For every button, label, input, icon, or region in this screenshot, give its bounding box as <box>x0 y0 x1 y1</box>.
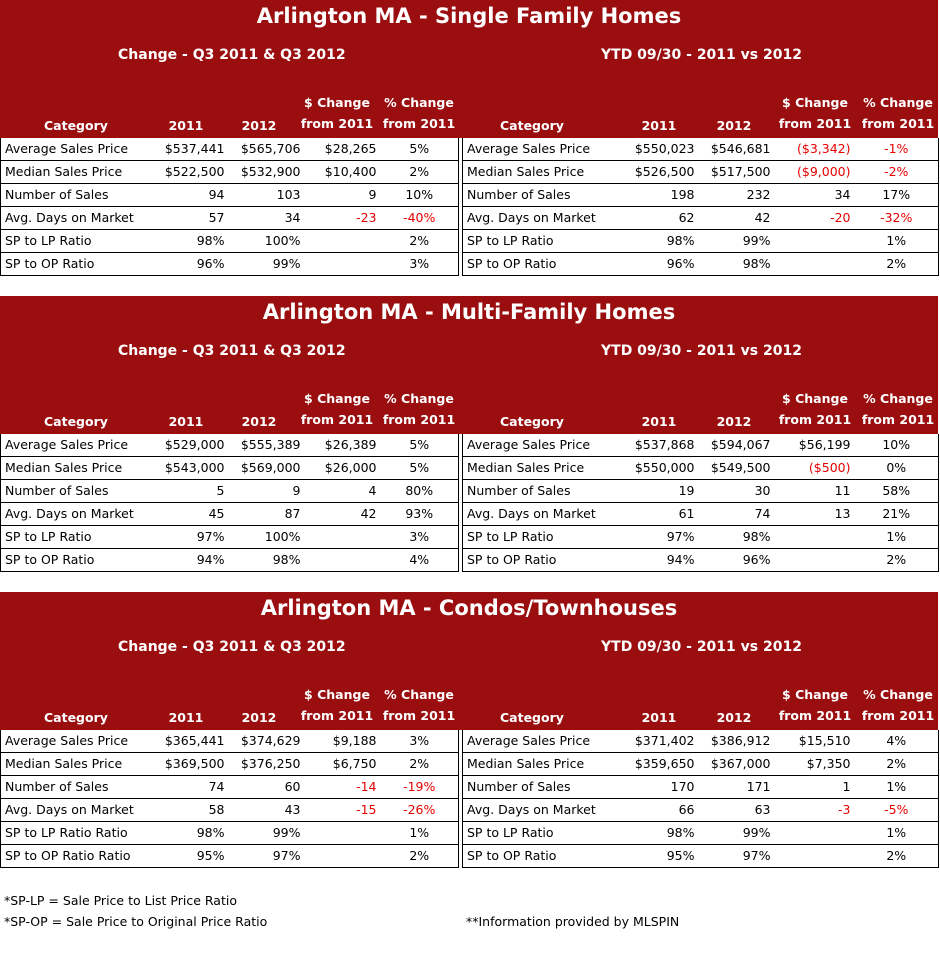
pct-change-cell: 1% <box>855 230 939 253</box>
category-cell: Avg. Days on Market <box>1 207 153 230</box>
dollar-change-cell: 9 <box>305 184 381 207</box>
right-header-2012: 2012 <box>716 414 752 429</box>
value-2012-cell: 100% <box>229 526 305 549</box>
right-header-2012: 2012 <box>716 710 752 725</box>
table-row <box>463 549 939 572</box>
left-header-2011: 2011 <box>168 710 204 725</box>
right-header-dollar-change: $ Change <box>782 391 848 406</box>
left-header-2011: 2011 <box>168 414 204 429</box>
category-cell: Avg. Days on Market <box>463 503 623 526</box>
category-cell: Average Sales Price <box>463 434 623 457</box>
dollar-change-cell: $9,188 <box>305 730 381 753</box>
pct-change-cell: 1% <box>855 526 939 549</box>
value-2012-cell: 99% <box>699 230 775 253</box>
category-cell: Number of Sales <box>1 480 153 503</box>
value-2012-cell: 99% <box>699 822 775 845</box>
category-cell: Median Sales Price <box>1 753 153 776</box>
value-2011-cell: 97% <box>153 526 229 549</box>
left-header-dollar-change: $ Change <box>304 391 370 406</box>
table-row <box>463 503 939 526</box>
value-2012-cell: 98% <box>229 549 305 572</box>
value-2011-cell: 98% <box>153 230 229 253</box>
category-cell: Median Sales Price <box>1 457 153 480</box>
category-cell: SP to OP Ratio <box>1 253 153 276</box>
table-row <box>1 184 459 207</box>
category-cell: Median Sales Price <box>463 753 623 776</box>
table-row <box>1 230 459 253</box>
value-2012-cell: $565,706 <box>229 138 305 161</box>
value-2012-cell: 99% <box>229 253 305 276</box>
dollar-change-cell <box>305 230 381 253</box>
table-row <box>1 457 459 480</box>
table-row <box>463 230 939 253</box>
table-row <box>1 730 459 753</box>
table-row <box>463 184 939 207</box>
pct-change-cell: 2% <box>381 753 459 776</box>
value-2011-cell: $529,000 <box>153 434 229 457</box>
category-cell: SP to OP Ratio <box>463 549 623 572</box>
pct-change-cell: -26% <box>381 799 459 822</box>
value-2012-cell: $517,500 <box>699 161 775 184</box>
category-cell: SP to LP Ratio <box>463 230 623 253</box>
section-title: Arlington MA - Condos/Townhouses <box>260 596 678 620</box>
right-header-dollar-from: from 2011 <box>778 116 852 131</box>
right-header-pct-from: from 2011 <box>861 412 935 427</box>
table-row <box>463 161 939 184</box>
dollar-change-cell <box>775 549 855 572</box>
left-header-pct-from: from 2011 <box>382 708 456 723</box>
dollar-change-cell <box>305 253 381 276</box>
value-2012-cell: $555,389 <box>229 434 305 457</box>
value-2011-cell: 58 <box>153 799 229 822</box>
category-cell: SP to LP Ratio Ratio <box>1 822 153 845</box>
left-header-2012: 2012 <box>241 414 277 429</box>
value-2012-cell: $569,000 <box>229 457 305 480</box>
right-subtitle: YTD 09/30 - 2011 vs 2012 <box>601 47 802 63</box>
table-row <box>463 845 939 868</box>
right-header-2011: 2011 <box>641 118 677 133</box>
value-2012-cell: $376,250 <box>229 753 305 776</box>
left-data-table <box>0 138 459 276</box>
right-header-dollar-from: from 2011 <box>778 708 852 723</box>
category-cell: Average Sales Price <box>1 730 153 753</box>
value-2012-cell: $386,912 <box>699 730 775 753</box>
category-cell: Avg. Days on Market <box>463 207 623 230</box>
value-2012-cell: 30 <box>699 480 775 503</box>
category-cell: Number of Sales <box>1 776 153 799</box>
pct-change-cell: 1% <box>381 822 459 845</box>
value-2011-cell: $550,023 <box>623 138 699 161</box>
dollar-change-cell: -14 <box>305 776 381 799</box>
section-banner <box>0 0 938 138</box>
left-subtitle: Change - Q3 2011 & Q3 2012 <box>118 639 346 655</box>
category-cell: Average Sales Price <box>463 730 623 753</box>
category-cell: Median Sales Price <box>1 161 153 184</box>
value-2012-cell: $546,681 <box>699 138 775 161</box>
dollar-change-cell: 42 <box>305 503 381 526</box>
category-cell: Average Sales Price <box>463 138 623 161</box>
value-2011-cell: 170 <box>623 776 699 799</box>
dollar-change-cell <box>305 526 381 549</box>
category-cell: Avg. Days on Market <box>1 503 153 526</box>
section-title: Arlington MA - Multi-Family Homes <box>262 300 676 324</box>
right-data-table <box>462 730 939 868</box>
value-2011-cell: 74 <box>153 776 229 799</box>
table-row <box>1 822 459 845</box>
table-row <box>463 253 939 276</box>
right-header-pct-change: % Change <box>863 687 933 702</box>
pct-change-cell: 2% <box>381 161 459 184</box>
category-cell: SP to OP Ratio <box>463 253 623 276</box>
value-2011-cell: 45 <box>153 503 229 526</box>
value-2012-cell: 42 <box>699 207 775 230</box>
value-2012-cell: 97% <box>699 845 775 868</box>
table-row <box>1 207 459 230</box>
dollar-change-cell: ($500) <box>775 457 855 480</box>
category-cell: SP to OP Ratio <box>463 845 623 868</box>
category-cell: SP to LP Ratio <box>1 230 153 253</box>
value-2011-cell: 66 <box>623 799 699 822</box>
dollar-change-cell <box>775 230 855 253</box>
dollar-change-cell <box>305 822 381 845</box>
table-row <box>463 480 939 503</box>
pct-change-cell: 58% <box>855 480 939 503</box>
pct-change-cell: 2% <box>855 549 939 572</box>
value-2012-cell: 74 <box>699 503 775 526</box>
value-2012-cell: 60 <box>229 776 305 799</box>
dollar-change-cell: -3 <box>775 799 855 822</box>
category-cell: SP to LP Ratio <box>463 526 623 549</box>
pct-change-cell: 2% <box>381 845 459 868</box>
value-2011-cell: 98% <box>153 822 229 845</box>
table-row <box>463 730 939 753</box>
value-2011-cell: $369,500 <box>153 753 229 776</box>
pct-change-cell: -40% <box>381 207 459 230</box>
pct-change-cell: -2% <box>855 161 939 184</box>
dollar-change-cell: $28,265 <box>305 138 381 161</box>
category-cell: SP to LP Ratio <box>463 822 623 845</box>
dollar-change-cell: 4 <box>305 480 381 503</box>
pct-change-cell: 3% <box>381 253 459 276</box>
table-row <box>1 480 459 503</box>
section-banner <box>0 592 938 730</box>
pct-change-cell: -1% <box>855 138 939 161</box>
dollar-change-cell <box>775 845 855 868</box>
left-header-dollar-change: $ Change <box>304 95 370 110</box>
section-title: Arlington MA - Single Family Homes <box>256 4 682 28</box>
table-row <box>1 253 459 276</box>
table-row <box>1 776 459 799</box>
right-header-pct-change: % Change <box>863 95 933 110</box>
pct-change-cell: 4% <box>381 549 459 572</box>
value-2012-cell: 97% <box>229 845 305 868</box>
pct-change-cell: 3% <box>381 526 459 549</box>
pct-change-cell: 17% <box>855 184 939 207</box>
dollar-change-cell: $56,199 <box>775 434 855 457</box>
pct-change-cell: 2% <box>855 845 939 868</box>
table-row <box>463 434 939 457</box>
value-2012-cell: 98% <box>699 526 775 549</box>
value-2011-cell: 198 <box>623 184 699 207</box>
value-2011-cell: 96% <box>623 253 699 276</box>
left-header-pct-change: % Change <box>384 687 454 702</box>
dollar-change-cell: 34 <box>775 184 855 207</box>
footnote-source: **Information provided by MLSPIN <box>466 914 680 929</box>
value-2011-cell: 97% <box>623 526 699 549</box>
value-2012-cell: 9 <box>229 480 305 503</box>
table-row <box>463 822 939 845</box>
dollar-change-cell: 13 <box>775 503 855 526</box>
table-row <box>1 503 459 526</box>
table-row <box>463 799 939 822</box>
left-header-pct-change: % Change <box>384 95 454 110</box>
value-2011-cell: $359,650 <box>623 753 699 776</box>
right-data-table <box>462 138 939 276</box>
pct-change-cell: 80% <box>381 480 459 503</box>
right-subtitle: YTD 09/30 - 2011 vs 2012 <box>601 639 802 655</box>
category-cell: Median Sales Price <box>463 161 623 184</box>
table-row <box>1 549 459 572</box>
dollar-change-cell <box>775 526 855 549</box>
value-2012-cell: 99% <box>229 822 305 845</box>
value-2012-cell: 171 <box>699 776 775 799</box>
left-header-2011: 2011 <box>168 118 204 133</box>
value-2012-cell: $594,067 <box>699 434 775 457</box>
dollar-change-cell: $6,750 <box>305 753 381 776</box>
value-2011-cell: 57 <box>153 207 229 230</box>
value-2012-cell: 96% <box>699 549 775 572</box>
pct-change-cell: 10% <box>855 434 939 457</box>
category-cell: Median Sales Price <box>463 457 623 480</box>
left-header-dollar-from: from 2011 <box>300 116 374 131</box>
section-2 <box>0 592 938 863</box>
value-2011-cell: $522,500 <box>153 161 229 184</box>
dollar-change-cell: $10,400 <box>305 161 381 184</box>
left-header-pct-from: from 2011 <box>382 412 456 427</box>
pct-change-cell: 2% <box>855 753 939 776</box>
dollar-change-cell <box>305 845 381 868</box>
dollar-change-cell: 1 <box>775 776 855 799</box>
value-2011-cell: 94% <box>623 549 699 572</box>
right-header-2012: 2012 <box>716 118 752 133</box>
dollar-change-cell: $15,510 <box>775 730 855 753</box>
pct-change-cell: 2% <box>381 230 459 253</box>
value-2011-cell: $550,000 <box>623 457 699 480</box>
left-data-table <box>0 730 459 868</box>
pct-change-cell: 93% <box>381 503 459 526</box>
right-header-dollar-from: from 2011 <box>778 412 852 427</box>
value-2011-cell: $537,441 <box>153 138 229 161</box>
pct-change-cell: 1% <box>855 776 939 799</box>
table-row <box>1 753 459 776</box>
value-2012-cell: 98% <box>699 253 775 276</box>
category-cell: Average Sales Price <box>1 434 153 457</box>
value-2011-cell: 94% <box>153 549 229 572</box>
value-2011-cell: 98% <box>623 822 699 845</box>
value-2011-cell: 98% <box>623 230 699 253</box>
table-row <box>463 526 939 549</box>
left-header-pct-change: % Change <box>384 391 454 406</box>
value-2012-cell: 100% <box>229 230 305 253</box>
right-header-pct-from: from 2011 <box>861 116 935 131</box>
section-banner <box>0 296 938 434</box>
value-2011-cell: 95% <box>153 845 229 868</box>
left-header-dollar-from: from 2011 <box>300 708 374 723</box>
dollar-change-cell <box>775 253 855 276</box>
pct-change-cell: -5% <box>855 799 939 822</box>
right-header-category: Category <box>500 118 564 133</box>
left-header-category: Category <box>44 710 108 725</box>
dollar-change-cell: ($9,000) <box>775 161 855 184</box>
right-subtitle: YTD 09/30 - 2011 vs 2012 <box>601 343 802 359</box>
value-2011-cell: 61 <box>623 503 699 526</box>
category-cell: SP to OP Ratio Ratio <box>1 845 153 868</box>
value-2011-cell: 95% <box>623 845 699 868</box>
dollar-change-cell: -23 <box>305 207 381 230</box>
category-cell: Avg. Days on Market <box>463 799 623 822</box>
pct-change-cell: 5% <box>381 138 459 161</box>
value-2012-cell: $532,900 <box>229 161 305 184</box>
pct-change-cell: -32% <box>855 207 939 230</box>
table-row <box>1 799 459 822</box>
pct-change-cell: 10% <box>381 184 459 207</box>
pct-change-cell: 21% <box>855 503 939 526</box>
value-2011-cell: $365,441 <box>153 730 229 753</box>
category-cell: Number of Sales <box>463 480 623 503</box>
table-row <box>463 776 939 799</box>
table-row <box>463 138 939 161</box>
left-header-2012: 2012 <box>241 710 277 725</box>
section-1 <box>0 296 938 567</box>
category-cell: Average Sales Price <box>1 138 153 161</box>
category-cell: Number of Sales <box>463 776 623 799</box>
value-2011-cell: 62 <box>623 207 699 230</box>
left-header-category: Category <box>44 414 108 429</box>
right-header-category: Category <box>500 414 564 429</box>
right-header-pct-change: % Change <box>863 391 933 406</box>
category-cell: Avg. Days on Market <box>1 799 153 822</box>
dollar-change-cell: ($3,342) <box>775 138 855 161</box>
category-cell: SP to OP Ratio <box>1 549 153 572</box>
pct-change-cell: 1% <box>855 822 939 845</box>
dollar-change-cell: 11 <box>775 480 855 503</box>
right-header-2011: 2011 <box>641 414 677 429</box>
value-2011-cell: $543,000 <box>153 457 229 480</box>
value-2012-cell: 43 <box>229 799 305 822</box>
pct-change-cell: 5% <box>381 457 459 480</box>
pct-change-cell: -19% <box>381 776 459 799</box>
pct-change-cell: 4% <box>855 730 939 753</box>
table-row <box>1 434 459 457</box>
left-header-2012: 2012 <box>241 118 277 133</box>
right-header-2011: 2011 <box>641 710 677 725</box>
value-2012-cell: $549,500 <box>699 457 775 480</box>
dollar-change-cell: -15 <box>305 799 381 822</box>
footnote-sp-op: *SP-OP = Sale Price to Original Price Ratio <box>4 914 268 929</box>
value-2011-cell: $371,402 <box>623 730 699 753</box>
value-2011-cell: 19 <box>623 480 699 503</box>
left-data-table <box>0 434 459 572</box>
left-header-dollar-from: from 2011 <box>300 412 374 427</box>
dollar-change-cell: $26,000 <box>305 457 381 480</box>
right-data-table <box>462 434 939 572</box>
right-header-dollar-change: $ Change <box>782 95 848 110</box>
table-row <box>463 207 939 230</box>
value-2011-cell: $537,868 <box>623 434 699 457</box>
left-header-pct-from: from 2011 <box>382 116 456 131</box>
left-subtitle: Change - Q3 2011 & Q3 2012 <box>118 343 346 359</box>
value-2011-cell: 5 <box>153 480 229 503</box>
dollar-change-cell <box>775 822 855 845</box>
footnote-sp-lp: *SP-LP = Sale Price to List Price Ratio <box>4 893 237 908</box>
value-2012-cell: 87 <box>229 503 305 526</box>
dollar-change-cell: -20 <box>775 207 855 230</box>
value-2011-cell: 96% <box>153 253 229 276</box>
section-0 <box>0 0 938 271</box>
value-2011-cell: 94 <box>153 184 229 207</box>
left-header-dollar-change: $ Change <box>304 687 370 702</box>
value-2011-cell: $526,500 <box>623 161 699 184</box>
right-header-dollar-change: $ Change <box>782 687 848 702</box>
left-header-category: Category <box>44 118 108 133</box>
dollar-change-cell: $7,350 <box>775 753 855 776</box>
value-2012-cell: 103 <box>229 184 305 207</box>
table-row <box>1 161 459 184</box>
value-2012-cell: $374,629 <box>229 730 305 753</box>
table-row <box>463 753 939 776</box>
table-row <box>1 845 459 868</box>
category-cell: Number of Sales <box>1 184 153 207</box>
table-row <box>1 138 459 161</box>
pct-change-cell: 3% <box>381 730 459 753</box>
pct-change-cell: 5% <box>381 434 459 457</box>
value-2012-cell: $367,000 <box>699 753 775 776</box>
category-cell: SP to LP Ratio <box>1 526 153 549</box>
dollar-change-cell: $26,389 <box>305 434 381 457</box>
value-2012-cell: 232 <box>699 184 775 207</box>
right-header-pct-from: from 2011 <box>861 708 935 723</box>
table-row <box>1 526 459 549</box>
dollar-change-cell <box>305 549 381 572</box>
category-cell: Number of Sales <box>463 184 623 207</box>
table-row <box>463 457 939 480</box>
pct-change-cell: 2% <box>855 253 939 276</box>
value-2012-cell: 34 <box>229 207 305 230</box>
value-2012-cell: 63 <box>699 799 775 822</box>
right-header-category: Category <box>500 710 564 725</box>
pct-change-cell: 0% <box>855 457 939 480</box>
left-subtitle: Change - Q3 2011 & Q3 2012 <box>118 47 346 63</box>
